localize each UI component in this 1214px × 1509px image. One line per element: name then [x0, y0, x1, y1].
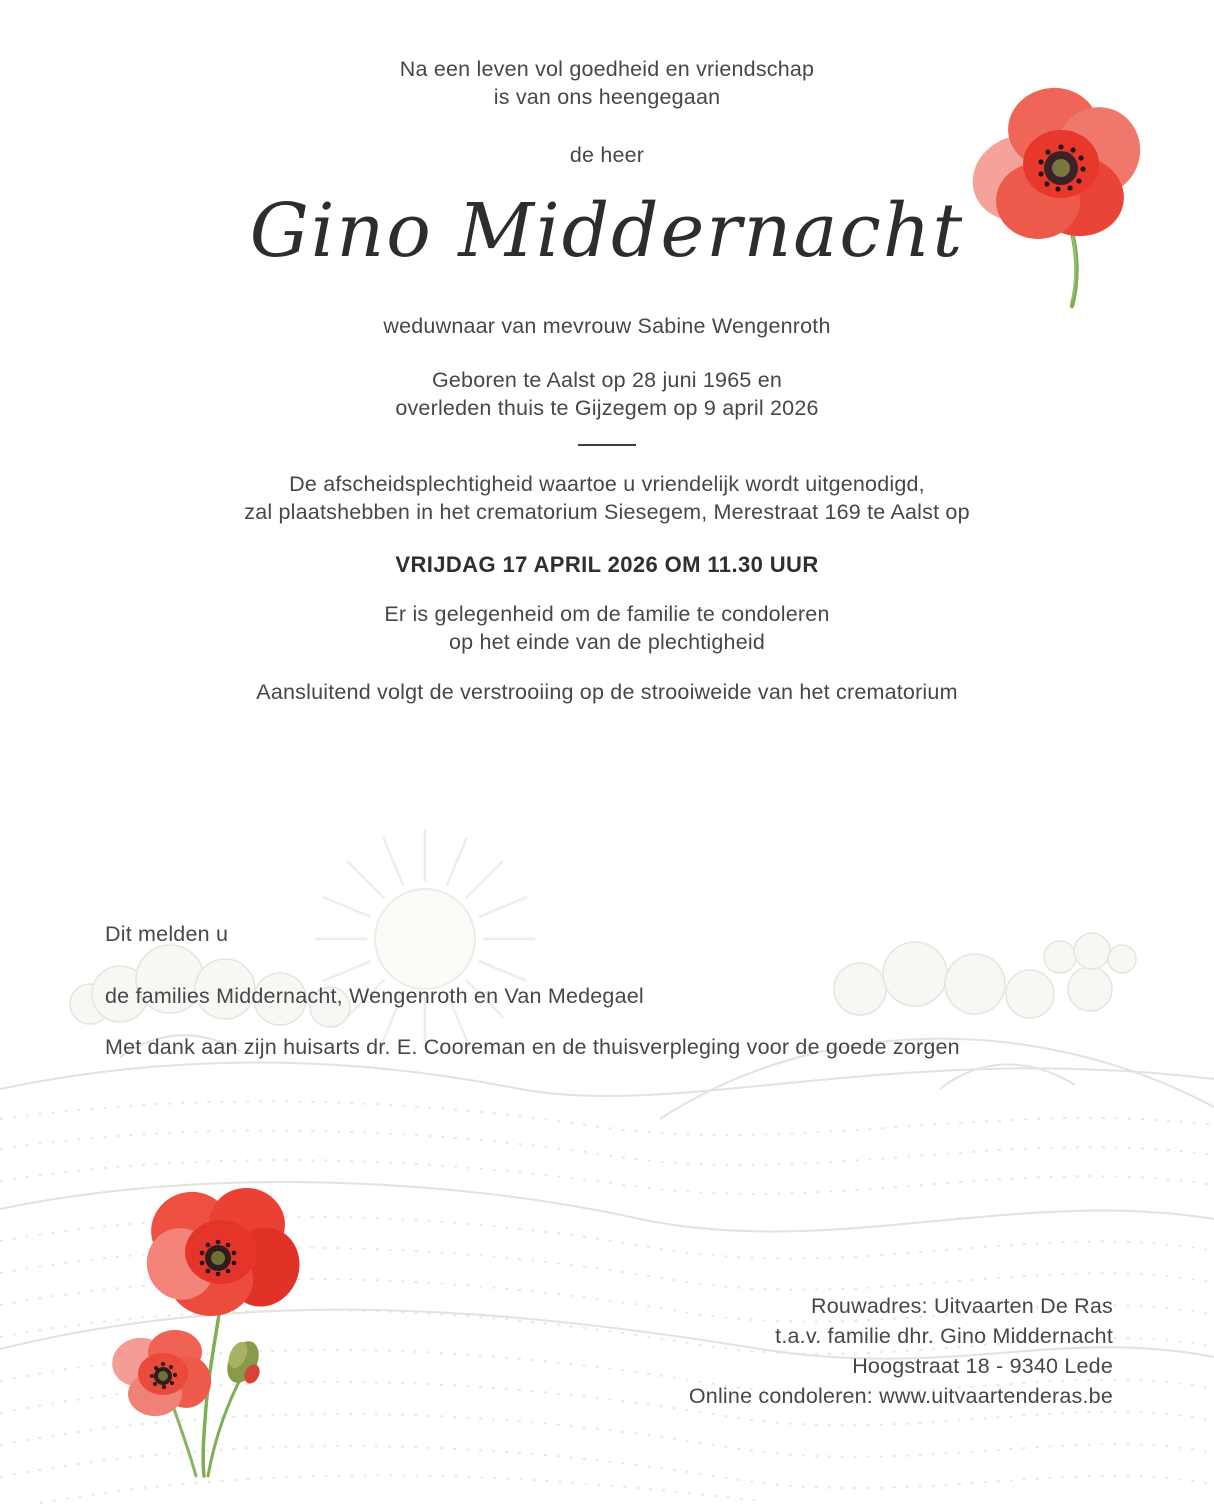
- ceremony-line-2: zal plaatshebben in het crematorium Siesegem, Merestraat 169 te Aalst op: [244, 500, 970, 524]
- intro-line-2: is van ons heengegaan: [493, 85, 721, 109]
- deceased-name: Gino Middernacht: [249, 188, 965, 274]
- birth-line: Geboren te Aalst op 28 juni 1965 en: [431, 368, 783, 392]
- scattering-line: Aansluitend volgt de verstrooiing op de strooiweide van het crematorium: [256, 680, 958, 704]
- poppy-bud: [221, 1336, 265, 1388]
- condolence-line-1: Er is gelegenheid om de familie te condoleren: [384, 602, 830, 626]
- announcers-block: [105, 920, 960, 1061]
- mourning-address-line-3: Hoogstraat 18 - 9340 Lede: [852, 1354, 1113, 1378]
- mourning-address-line-4: Online condoleren: www.uitvaartenderas.be: [688, 1384, 1113, 1408]
- mourning-address-line-2: t.a.v. familie dhr. Gino Middernacht: [775, 1324, 1113, 1348]
- divider-rule: [578, 444, 636, 446]
- announcers-intro: Dit melden u: [105, 922, 229, 946]
- condolence-line-2: op het einde van de plechtigheid: [448, 630, 765, 654]
- mourning-address-line-1: Rouwadres: Uitvaarten De Ras: [811, 1294, 1113, 1318]
- mourning-address-block: [689, 1291, 1113, 1411]
- thanks-line: Met dank aan zijn huisarts dr. E. Cooreman en de thuisverpleging voor de goede zorgen: [105, 1035, 960, 1059]
- families-line: de families Middernacht, Wengenroth en Van Medegael: [105, 984, 644, 1008]
- salutation: de heer: [569, 143, 645, 167]
- announcement-body: [0, 55, 1214, 706]
- intro-line-1: Na een leven vol goedheid en vriendschap: [399, 57, 815, 81]
- ceremony-datetime: VRIJDAG 17 APRIL 2026 OM 11.30 UUR: [395, 552, 819, 577]
- death-line: overleden thuis te Gijzegem op 9 april 2026: [395, 396, 819, 420]
- poppies-bouquet-icon: [95, 1172, 327, 1480]
- relation-line: weduwnaar van mevrouw Sabine Wengenroth: [383, 314, 831, 338]
- ceremony-line-1: De afscheidsplechtigheid waartoe u vriendelijk wordt uitgenodigd,: [289, 472, 925, 496]
